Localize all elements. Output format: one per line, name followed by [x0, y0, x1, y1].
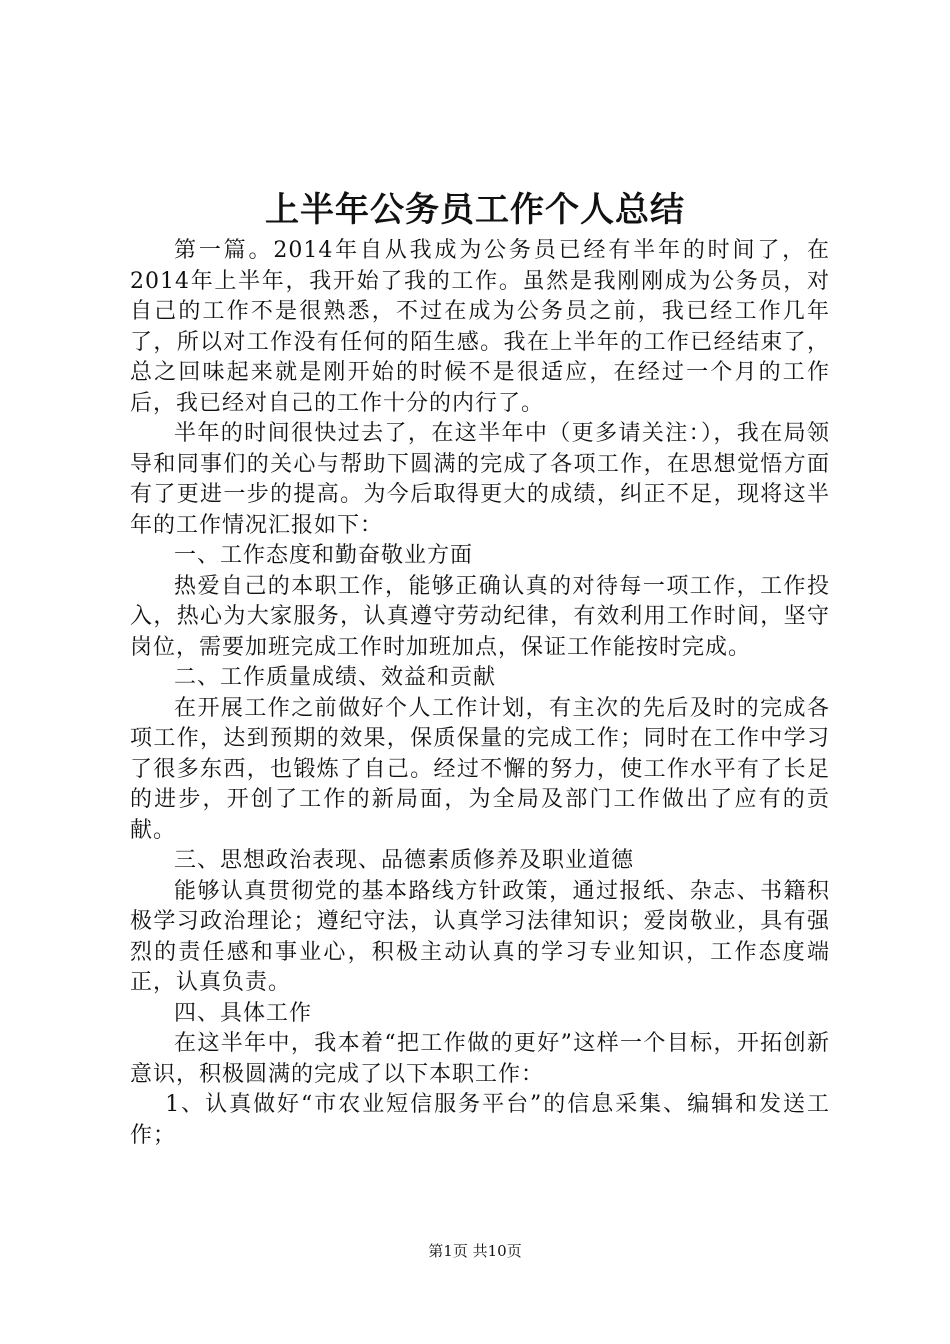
list-item-1: 1、认真做好“市农业短信服务平台”的信息采集、编辑和发送工作； — [130, 1092, 830, 1148]
section-heading-4: 四、具体工作 — [174, 1000, 313, 1026]
paragraph-section-2: 在开展工作之前做好个人工作计划，有主次的先后及时的完成各项工作，达到预期的效果，保质保量的完成工作；同时在工作中学习了很多东西，也锻炼了自己。经过不懈的努力，使工作水平有了长足的进步，开创了工作的新局面，为全局及部门工作做出了应有的贡献。 — [130, 695, 830, 843]
section-heading-1: 一、工作态度和勤奋敬业方面 — [174, 543, 474, 568]
paragraph-summary: 半年的时间很快过去了，在这半年中（更多请关注：），我在局领导和同事们的关心与帮助下圆满的完成了各项工作，在思想觉悟方面有了更进一步的提高。为今后取得更大的成绩，纠正不足，现将这半年的工作情况汇报如下： — [130, 421, 830, 538]
page-number-footer: 第1页 共10页 — [428, 1242, 522, 1260]
paragraph-section-3: 能够认真贯彻党的基本路线方针政策，通过报纸、杂志、书籍积极学习政治理论；遵纪守法，认真学习法律知识；爱岗敬业，具有强烈的责任感和事业心，积极主动认真的学习专业知识，工作态度端正，认真负责。 — [130, 878, 830, 995]
section-heading-3: 三、思想政治表现、品德素质修养及职业道德 — [174, 848, 635, 873]
paragraph-section-1: 热爱自己的本职工作，能够正确认真的对待每一项工作，工作投入，热心为大家服务，认真遵守劳动纪律，有效利用工作时间，坚守岗位，需要加班完成工作时加班加点，保证工作能按时完成。 — [130, 573, 830, 660]
document-body — [130, 236, 830, 1151]
paragraph-section-4: 在这半年中，我本着“把工作做的更好”这样一个目标，开拓创新意识，积极圆满的完成了以下本职工作： — [130, 1031, 830, 1087]
document-title: 上半年公务员工作个人总结 — [265, 190, 685, 230]
paragraph-intro: 第一篇。2014年自从我成为公务员已经有半年的时间了，在2014年上半年，我开始了我的工作。虽然是我刚刚成为公务员，对自己的工作不是很熟悉，不过在成为公务员之前，我已经工作几年了，所以对工作没有任何的陌生感。我在上半年的工作已经结束了，总之回味起来就是刚开始的时候不是很适应，在经过一个月的工作后，我已经对自己的工作十分的内行了。 — [130, 238, 830, 416]
section-heading-2: 二、工作质量成绩、效益和贡献 — [174, 665, 497, 690]
